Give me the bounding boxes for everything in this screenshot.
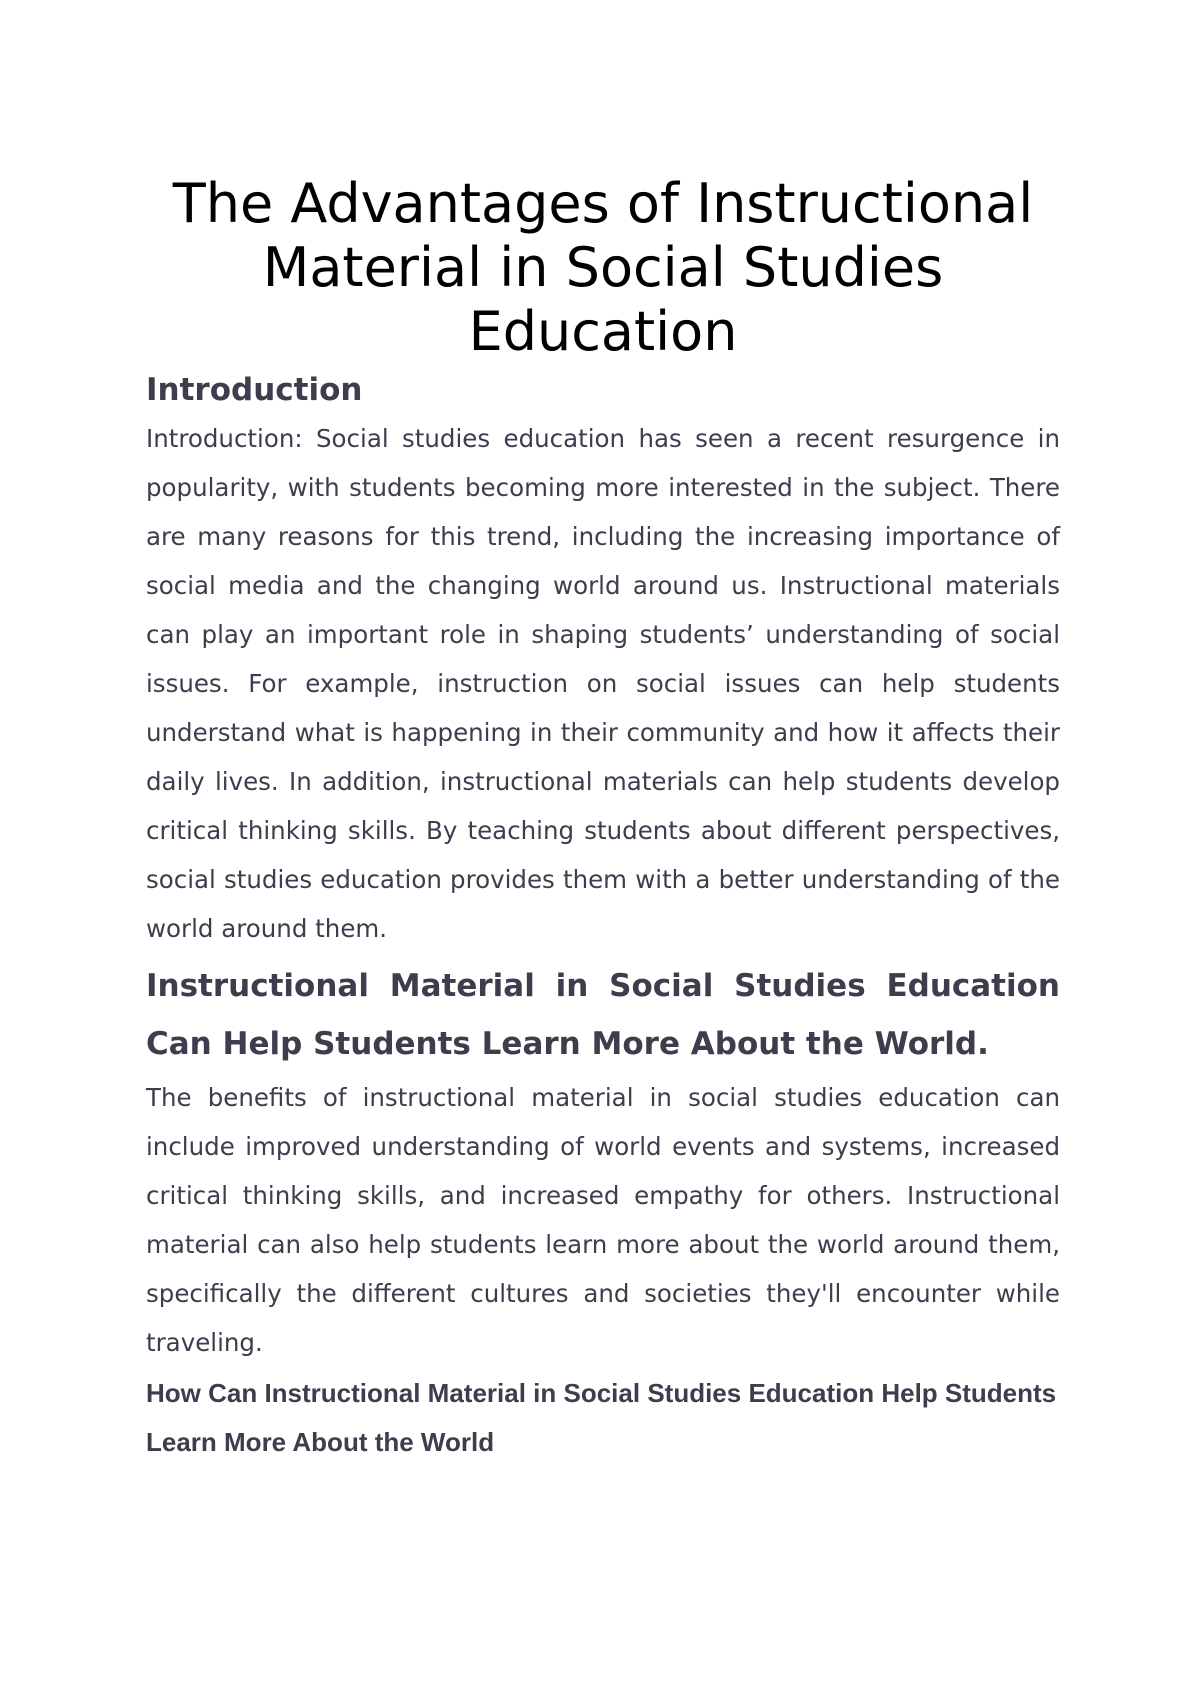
section-heading-how-can: How Can Instructional Material in Social Studies Education Help Students Learn More About the World	[146, 1378, 1057, 1457]
section-body-learn-more: The benefits of instructional material in social studies education can include improved understanding of world events and systems, increased critical thinking skills, and increased empathy for others. Instructional material can also help students learn more about the world around them, specifically the different cultures and societies they'll encounter while traveling.	[146, 1083, 1060, 1357]
section-heading-introduction: Introduction	[146, 372, 363, 408]
section-heading-learn-more: Instructional Material in Social Studies Education Can Help Students Learn More About the World.	[146, 968, 1060, 1062]
document-content	[146, 172, 1060, 1467]
section-body-introduction: Introduction: Social studies education has seen a recent resurgence in popularity, with students becoming more interested in the subject. There are many reasons for this trend, including the increasing importance of social media and the changing world around us. Instructional materials can play an important role in shaping students’ understanding of social issues. For example, instruction on social issues can help students understand what is happening in their community and how it affects their daily lives. In addition, instructional materials can help students develop critical thinking skills. By teaching students about different perspectives, social studies education provides them with a better understanding of the world around them.	[146, 424, 1060, 943]
document-title: The Advantages of Instructional Material in Social Studies Education	[172, 172, 1034, 363]
